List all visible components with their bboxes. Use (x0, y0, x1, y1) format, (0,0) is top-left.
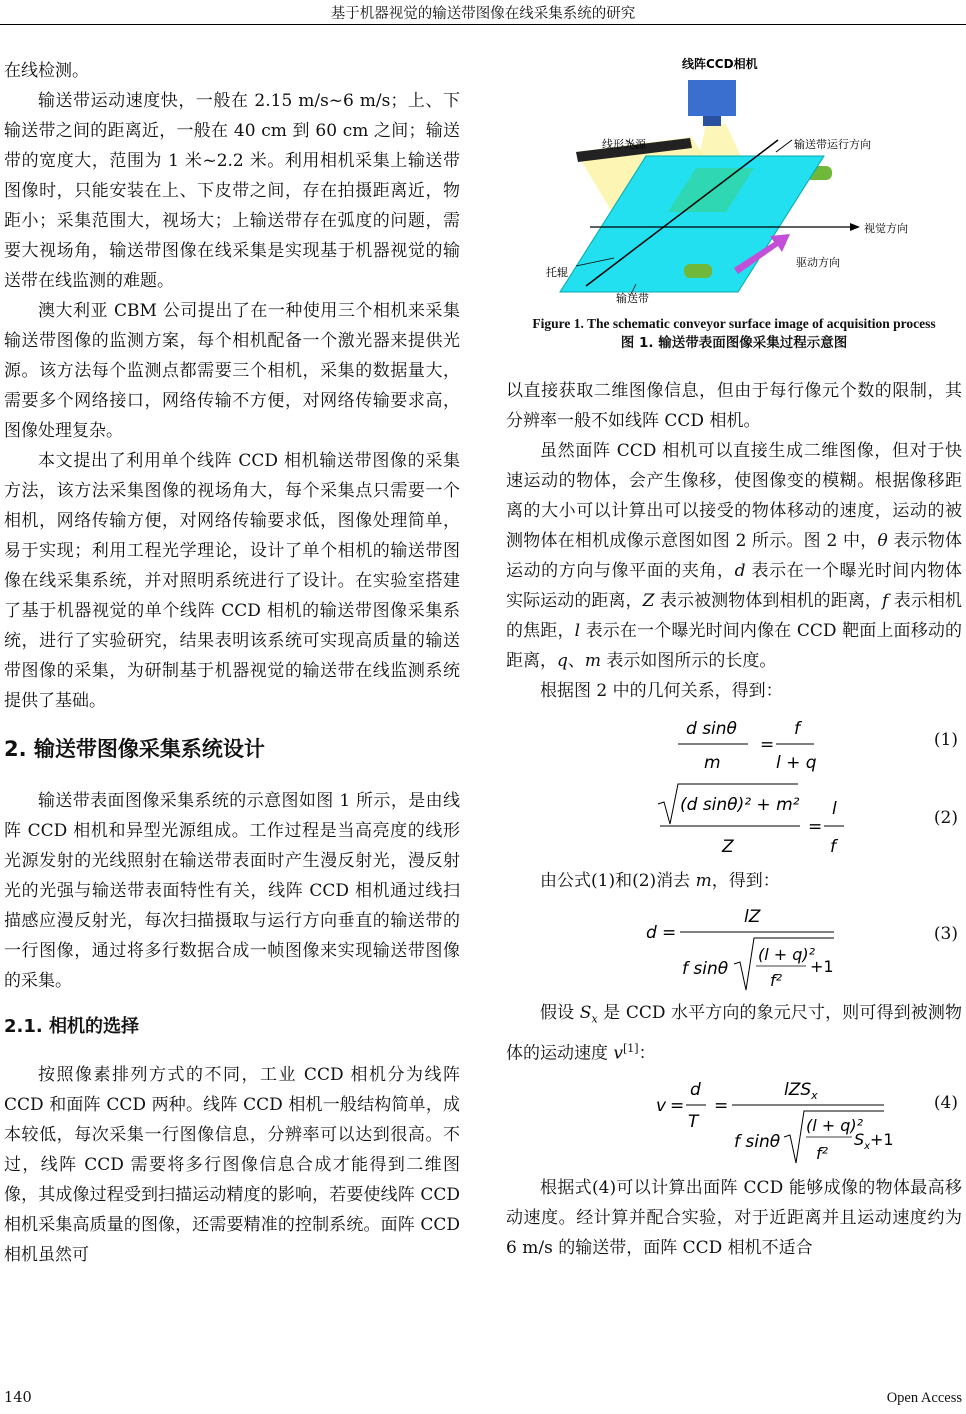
svg-text:(l + q)²: (l + q)² (758, 945, 816, 964)
text-run: 表示物体运动的方向与像平面的夹角， (506, 531, 962, 581)
figure-1 (506, 52, 962, 305)
svg-text:Z: Z (722, 837, 734, 857)
roller-label: 托辊 (546, 266, 568, 279)
conveyor-schematic (506, 52, 962, 305)
equation-number: (1) (933, 730, 958, 750)
camera-lens (703, 116, 721, 126)
svg-text:lZ: lZ (744, 907, 761, 927)
run-direction-pointer (776, 140, 792, 152)
svg-text:(l + q)²: (l + q)² (806, 1116, 864, 1136)
paragraph: 根据式(4)可以计算出面阵 CCD 能够成像的物体最高移动速度。经计算并配合实验，对于近距离并且运动速度约为 6 m/s 的输送带，面阵 CCD 相机不适合 (506, 1178, 962, 1259)
equation-3 (506, 902, 962, 998)
math-symbol: v (613, 1044, 624, 1065)
text-run: 表示如图所示的长度。 (601, 651, 777, 671)
equation-2 (506, 782, 962, 866)
svg-text:d: d (690, 1080, 701, 1101)
running-header: 基于机器视觉的输送带图像在线采集系统的研究 (330, 6, 636, 22)
figure-caption-zh: 图 1. 输送带表面图像采集过程示意图 (620, 335, 848, 351)
equation-4-formula (656, 1073, 894, 1171)
figure-caption-en: Figure 1. The schematic conveyor surface image of acquisition process (532, 316, 936, 331)
svg-text:f²: f² (816, 1144, 829, 1164)
math-symbol: q (557, 651, 568, 671)
paragraph: 澳大利亚 CBM 公司提出了在一种使用三个相机来采集输送带图像的监测方案，每个相机配备一个激光器来提供光源。该方法每个监测点都需要三个相机，采集的数据量大，需要多个网络接口，网络传输不方便，对网络传输要求高，图像处理复杂。 (4, 301, 460, 441)
camera-label: 线阵CCD相机 (682, 57, 758, 71)
svg-text:f sinθ: f sinθ (734, 1132, 781, 1153)
equation-number: (4) (933, 1093, 958, 1114)
roller (684, 264, 712, 278)
paragraph (506, 998, 962, 1069)
svg-text:T: T (688, 1112, 699, 1133)
paragraph: 按照像素排列方式的不同，工业 CCD 相机分为线阵 CCD 和面阵 CCD 两种。线阵 CCD 相机一般结构简单，成本较低，每次采集一行图像信息，分辨率可以达到很高。不过，线阵 CCD 需要将多行图像信息合成才能得到二维图像，其成像过程受到扫描运动精度的影响，若要使线阵 CCD 相机采集高质量的图像，还需要精准的控制系统。面阵 CCD 相机虽然可 (4, 1065, 460, 1265)
equation-2-formula (656, 782, 846, 862)
equation-1 (506, 710, 962, 782)
svg-text:v: v (656, 1096, 667, 1117)
paragraph (506, 866, 962, 896)
paragraph: 根据图 2 中的几何关系，得到： (540, 681, 783, 701)
text-run: 表示被测物体到相机的距离， (654, 591, 882, 611)
belt-label: 输送带 (616, 292, 649, 305)
equation-1-formula (656, 710, 816, 780)
svg-text:m: m (704, 753, 721, 773)
subsection-heading: 2.1. 相机的选择 (4, 1016, 139, 1037)
drive-direction-label: 驱动方向 (796, 256, 840, 269)
text-run: 是 CCD 水平方向的象元尺寸，则可得到被测物体的运动速度 (506, 1003, 962, 1065)
text-run: ： (638, 1044, 656, 1065)
svg-text:=: = (714, 1096, 729, 1117)
paragraph: 输送带运动速度快，一般在 2.15 m/s~6 m/s；上、下输送带之间的距离近，一般在 40 cm 到 60 cm 之间；输送带的宽度大，范围为 1 米~2.2 米。利用相机采集上输送带图像时，只能安装在上、下皮带之间，存在拍摄距离近，物距小；采集范围大，视场大；上输送带存在弧度的问题，需要大视场角，输送带图像在线采集是实现基于机器视觉的输送带在线监测的难题。 (4, 91, 460, 291)
light-label: 线形光源 (602, 138, 646, 151)
text-run: 表示相机的焦距， (506, 591, 963, 641)
svg-text:=: = (670, 1096, 685, 1117)
svg-text:l: l (832, 799, 837, 819)
section-heading: 2. 输送带图像采集系统设计 (4, 737, 265, 761)
paragraph: 输送带表面图像采集系统的示意图如图 1 所示，是由线阵 CCD 相机和异型光源组成。工作过程是当高亮度的线形光源发射的光线照射在输送带表面时产生漫反射光，漫反射光的光强与输送带表面特性有关，线阵 CCD 相机通过线扫描感应漫反射光，每次扫描摄取与运行方向垂直的输送带的一行图像，通过将多行数据合成一帧图像来实现输送带图像的采集。 (4, 791, 460, 991)
math-symbol: l (574, 621, 581, 641)
svg-text:d: d (646, 923, 657, 943)
svg-text:+1: +1 (870, 1130, 894, 1150)
math-symbol: m (584, 651, 602, 671)
svg-text:f: f (794, 719, 800, 739)
math-symbol: S (579, 1003, 592, 1023)
paragraph: 以直接获取二维图像信息，但由于每行像元个数的限制，其分辨率一般不如线阵 CCD 相机。 (506, 381, 962, 431)
svg-text:+1: +1 (810, 957, 834, 976)
paragraph: 在线检测。 (4, 61, 89, 81)
left-column (4, 56, 460, 1270)
math-symbol: m (695, 871, 712, 891)
math-symbol: θ (877, 531, 888, 551)
svg-text:Sx: $S_x$ (854, 1130, 871, 1153)
equation-3-formula (646, 902, 846, 996)
text-run: 表示在一个曝光时间内像在 CCD 靶面上面移动的距离， (506, 621, 962, 671)
right-body (506, 376, 962, 1263)
text-run: 虽然面阵 CCD 相机可以直接生成二维图像，但对于快速运动的物体，会产生像移，使图像变的模糊。根据像移距离的大小可以计算出可以接受的物体移动的速度，运动的被测物体在相机成像示意图如图 2 所示。图 2 中， (506, 441, 962, 551)
citation-link[interactable]: [1] (623, 1042, 639, 1056)
text-run: 由公式(1)和(2)消去 (540, 871, 696, 891)
equation-4 (506, 1073, 962, 1173)
text-run: 、 (567, 651, 585, 671)
equation-number: (3) (933, 924, 958, 944)
svg-text:=: = (662, 923, 677, 943)
paragraph: 本文提出了利用单个线阵 CCD 相机输送带图像的采集方法，该方法采集图像的视场角大，每个采集点只需要一个相机，网络传输方便，对网络传输要求低，图像处理简单，易于实现；利用工程光学理论，设计了单个相机的输送带图像在线采集系统，并对照明系统进行了设计。在实验室搭建了基于机器视觉的单个线阵 CCD 相机的输送带图像采集系统，进行了实验研究，结果表明该系统可实现高质量的输送带图像的采集，为研制基于机器视觉的输送带在线监测系统提供了基础。 (4, 451, 460, 711)
text-run: 假设 (540, 1003, 580, 1023)
journal-label: Open Access (886, 1390, 962, 1406)
math-symbol: f (881, 591, 889, 611)
svg-text:f: f (830, 837, 836, 857)
view-direction-label: 视觉方向 (864, 222, 908, 235)
right-column (506, 52, 962, 1263)
svg-text:f sinθ: f sinθ (682, 959, 729, 979)
arrow-head (850, 223, 860, 231)
header-rule (0, 24, 966, 25)
math-subscript: x (591, 1012, 598, 1026)
svg-text:=: = (760, 735, 775, 755)
run-direction-label: 输送带运行方向 (794, 138, 871, 151)
equation-number: (2) (933, 808, 958, 828)
svg-text:d sinθ: d sinθ (686, 719, 737, 739)
svg-text:=: = (808, 817, 823, 837)
math-symbol: Z (642, 591, 655, 611)
paragraph (506, 436, 962, 676)
svg-text:lZSx: lZS$_x$ (784, 1080, 818, 1103)
text-run: ，得到： (711, 871, 780, 891)
svg-text:f²: f² (770, 971, 783, 990)
math-symbol: d (734, 561, 746, 581)
text-run: 表示在一个曝光时间内物体实际运动的距离， (506, 561, 963, 611)
svg-text:(d sinθ)² + m²: (d sinθ)² + m² (680, 795, 800, 815)
camera-body (688, 80, 736, 116)
page-number: 140 (4, 1390, 32, 1406)
svg-text:l + q: l + q (776, 753, 817, 773)
